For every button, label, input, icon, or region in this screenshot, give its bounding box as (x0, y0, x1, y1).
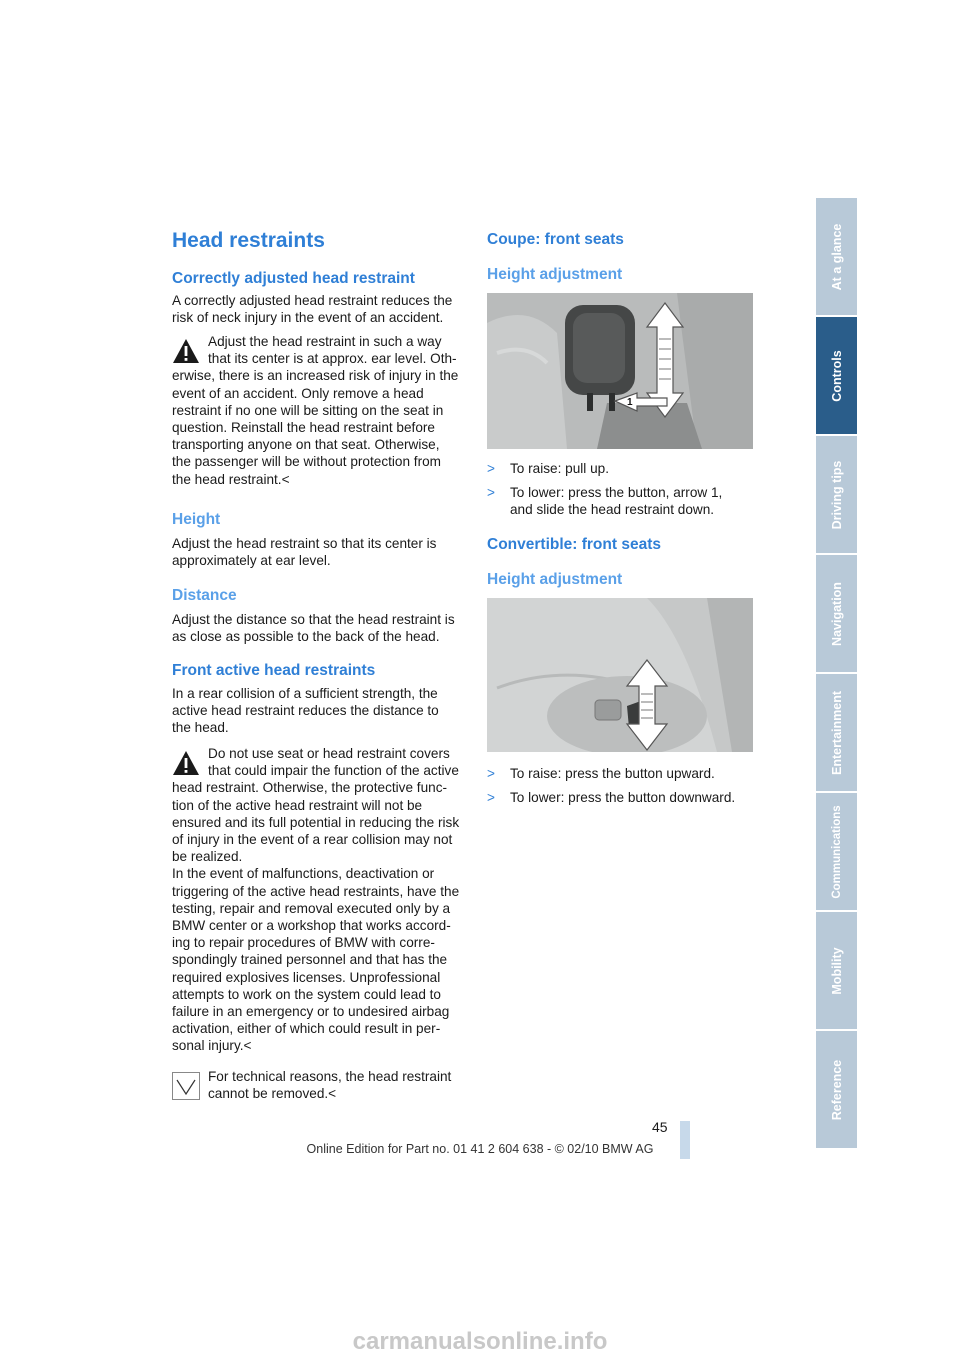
para-height: Adjust the head restraint so that its center is approximately at ear level. (172, 536, 437, 569)
tab-driving-tips[interactable]: Driving tips (816, 436, 857, 555)
warning-icon (172, 749, 200, 777)
tab-controls[interactable]: Controls (816, 317, 857, 436)
convertible-seat-button-image (487, 598, 753, 752)
tab-mobility[interactable]: Mobility (816, 912, 857, 1031)
image-label: 1 (627, 397, 633, 408)
section-heading-correct: Correctly adjusted head restraint (172, 270, 415, 287)
note-technical: For technical reasons, the head restraint cannot be removed.< (172, 1068, 464, 1102)
section-heading-height: Height (172, 511, 221, 528)
section-heading-coupe: Coupe: front seats (487, 231, 624, 248)
page-title: Head restraints (172, 229, 325, 252)
tab-navigation[interactable]: Navigation (816, 555, 857, 674)
chapter-tabs (816, 198, 857, 1160)
coupe-head-restraint-image (487, 293, 753, 449)
watermark: carmanualsonline.info (352, 1328, 608, 1355)
section-heading-distance: Distance (172, 587, 237, 604)
warning-icon (172, 337, 200, 365)
bullet-convertible-lower: > To lower: press the button downward. (487, 790, 736, 805)
coupe-head-restraint-illustration (487, 293, 753, 449)
page-number: 45 (652, 1119, 668, 1135)
note-icon (172, 1072, 200, 1100)
convertible-seat-illustration (487, 598, 753, 752)
tab-communications[interactable]: Communications (816, 793, 857, 912)
bullet-coupe-lower: > To lower: press the button, arrow 1, and slide the head restraint down. (487, 485, 723, 518)
subheading-convertible-height: Height adjustment (487, 571, 623, 588)
tab-entertainment[interactable]: Entertainment (816, 674, 857, 793)
warning-correct: Adjust the head restraint in such a way that its center is at approx. ear level. Oth- erwise, there is an increased risk of injury in the event of an accident. Only remove a head restraint if no one will be sitting on the seat in question. Reinstall the head restraint before transporting anyone on that seat. Otherwise, the passenger will be without protection from the head restraint.< (172, 334, 459, 487)
para-distance: Adjust the distance so that the head restraint is as close as possible to the back of the head. (172, 612, 455, 645)
footer-edition: Online Edition for Part no. 01 41 2 604 638 - © 02/10 BMW AG (306, 1142, 654, 1156)
subheading-coupe-height: Height adjustment (487, 266, 623, 283)
para-correct: A correctly adjusted head restraint reduces the risk of neck injury in the event of an accident. (172, 293, 453, 326)
para-active: In a rear collision of a sufficient strength, the active head restraint reduces the distance to the head. (172, 686, 439, 736)
section-heading-active: Front active head restraints (172, 662, 376, 679)
warning-active: Do not use seat or head restraint covers that could impair the function of the active head restraint. Otherwise, the protective func- tion of the active head restraint will not be ensured and its full potential in reducing the risk of injury in the event of a rear collision may not be realized. In the event of malfunctions, deactivation or triggering of the active head restraints, have the testing, repair and removal executed only by a BMW center or a workshop that works accord- ing to repair procedures of BMW with corre- spondingly trained personnel and that has the required explosives licenses. Unprofessional attempts to work on the system could lead to failure in an emergency or to undesired airbag activation, either of which could result in per- sonal injury.< (172, 746, 460, 1054)
tab-reference[interactable]: Reference (816, 1031, 857, 1150)
bullet-coupe-raise: > To raise: pull up. (487, 461, 609, 476)
bullet-convertible-raise: > To raise: press the button upward. (487, 766, 715, 781)
tab-at-a-glance[interactable]: At a glance (816, 198, 857, 317)
section-heading-convertible: Convertible: front seats (487, 536, 661, 553)
